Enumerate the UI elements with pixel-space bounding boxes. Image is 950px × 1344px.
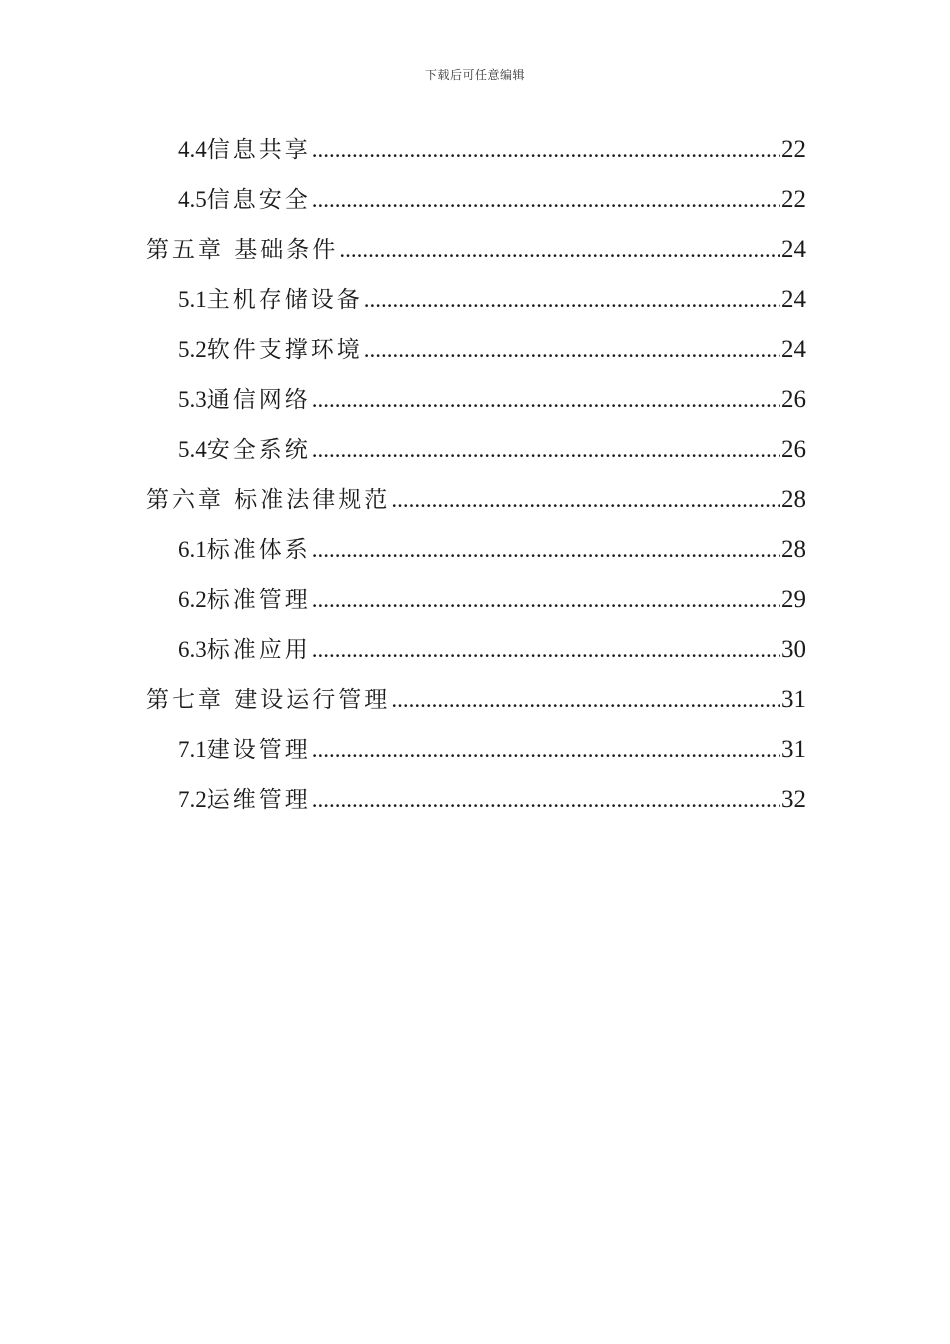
toc-entry-label: 5.4安全系统 [178,437,311,463]
toc-entry-label: 5.1主机存储设备 [178,287,363,313]
toc-chapter-label: 第七章 建设运行管理 [146,687,391,713]
toc-entry-5-4[interactable] [146,430,806,480]
toc-dot-leader [312,580,780,620]
toc-entry-6-3[interactable] [146,630,806,680]
toc-page-number: 24 [781,286,806,313]
toc-entry-label: 7.2运维管理 [178,787,311,813]
toc-dot-leader [312,530,780,570]
toc-entry-label: 6.2标准管理 [178,587,311,613]
toc-page-number: 28 [781,486,806,513]
toc-entry-label: 4.4信息共享 [178,137,311,163]
toc-entry-label: 5.3通信网络 [178,387,311,413]
toc-page-number: 24 [781,336,806,363]
toc-dot-leader [312,130,780,170]
toc-entry-chapter-6[interactable] [146,480,806,530]
toc-entry-label: 5.2软件支撑环境 [178,337,363,363]
toc-entry-5-1[interactable] [146,280,806,330]
toc-dot-leader [391,680,780,720]
toc-chapter-label: 第五章 基础条件 [146,237,339,263]
toc-dot-leader [312,380,780,420]
toc-page-number: 28 [781,536,806,563]
table-of-contents [146,130,806,830]
toc-dot-leader [312,730,780,770]
toc-entry-chapter-7[interactable] [146,680,806,730]
toc-page-number: 31 [781,736,806,763]
toc-page-number: 22 [781,186,806,213]
toc-page-number: 29 [781,586,806,613]
toc-entry-label: 7.1建设管理 [178,737,311,763]
toc-entry-4-5[interactable] [146,180,806,230]
toc-entry-label: 4.5信息安全 [178,187,311,213]
toc-page-number: 26 [781,386,806,413]
toc-page-number: 30 [781,636,806,663]
toc-entry-label: 6.1标准体系 [178,537,311,563]
toc-entry-chapter-5[interactable] [146,230,806,280]
toc-entry-6-1[interactable] [146,530,806,580]
toc-page-number: 31 [781,686,806,713]
toc-page-number: 32 [781,786,806,813]
toc-dot-leader [391,480,780,520]
toc-entry-7-2[interactable] [146,780,806,830]
toc-entry-7-1[interactable] [146,730,806,780]
toc-entry-5-3[interactable] [146,380,806,430]
toc-dot-leader [312,630,780,670]
toc-entry-5-2[interactable] [146,330,806,380]
toc-dot-leader [312,430,780,470]
toc-dot-leader [339,230,780,270]
toc-entry-label: 6.3标准应用 [178,637,311,663]
toc-page-number: 26 [781,436,806,463]
toc-page-number: 22 [781,136,806,163]
toc-entry-6-2[interactable] [146,580,806,630]
page-header: 下载后可任意编辑 [424,68,525,82]
toc-dot-leader [312,780,780,820]
toc-dot-leader [364,330,780,370]
toc-chapter-label: 第六章 标准法律规范 [146,487,391,513]
toc-page-number: 24 [781,236,806,263]
toc-dot-leader [364,280,780,320]
toc-dot-leader [312,180,780,220]
toc-entry-4-4[interactable] [146,130,806,180]
